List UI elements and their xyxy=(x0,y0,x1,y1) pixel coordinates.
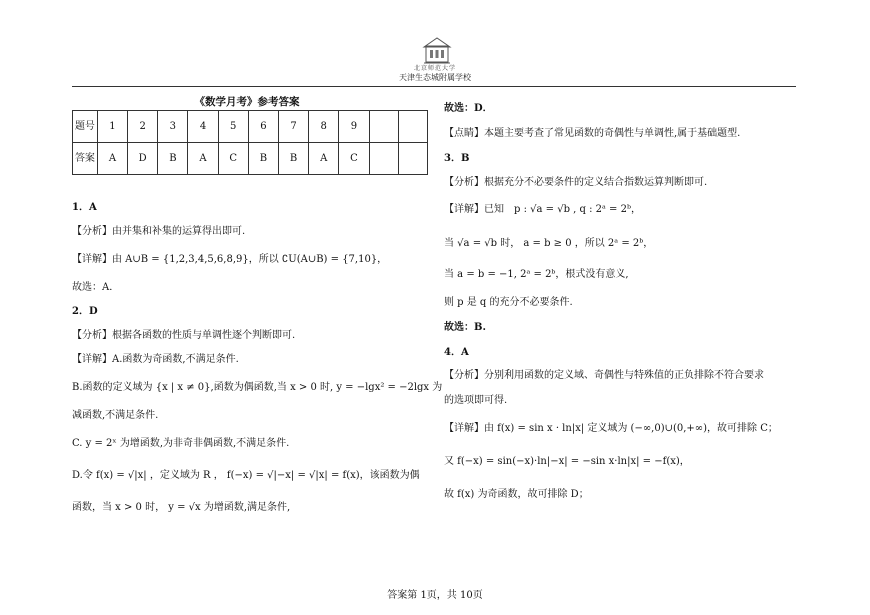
table-cell: 5 xyxy=(218,111,248,143)
analysis-line: 【分析】分别利用函数的定义域、奇偶性与特殊值的正负排除不符合要求 xyxy=(444,370,764,381)
comment-line: 【点睛】本题主要考查了常见函数的奇偶性与单调性,属于基础题型. xyxy=(444,128,741,139)
solution-line: 【详解】已知 p : √a = √b , q : 2ᵃ = 2ᵇ， xyxy=(444,204,641,215)
answer-table xyxy=(72,110,428,175)
analysis-line: 的选项即可得. xyxy=(444,395,508,406)
table-cell: 2 xyxy=(128,111,158,143)
table-cell: B xyxy=(158,143,188,175)
answer-row xyxy=(73,143,428,175)
school-name: 天津生态城附属学校 xyxy=(399,73,471,82)
table-cell xyxy=(369,143,398,175)
solution-line: 当 a = b = −1, 2ᵃ = 2ᵇ，根式没有意义, xyxy=(444,269,629,280)
table-cell xyxy=(398,143,427,175)
header-divider xyxy=(72,86,796,87)
table-cell: A xyxy=(188,143,218,175)
table-cell: A xyxy=(309,143,339,175)
answer-heading-1: 1．A xyxy=(72,202,97,213)
table-cell: 3 xyxy=(158,111,188,143)
table-cell: 4 xyxy=(188,111,218,143)
table-cell: B xyxy=(248,143,278,175)
table-cell: B xyxy=(278,143,308,175)
solution-line: 故 f(x) 为奇函数，故可排除 D； xyxy=(444,489,589,500)
analysis-line: 【分析】由并集和补集的运算得出即可. xyxy=(72,226,246,237)
solution-line: 则 p 是 q 的充分不必要条件. xyxy=(444,297,573,308)
solution-line: 【详解】由 A∪B = {1,2,3,4,5,6,8,9}，所以 ∁U(A∪B) = {7,10}， xyxy=(72,254,388,265)
page-title: 《数学月考》参考答案 xyxy=(194,96,300,108)
choice-line: 故选：D． xyxy=(444,103,493,114)
choice-line: 故选：A． xyxy=(72,282,120,293)
solution-line: 【详解】由 f(x) = sin x · ln|x| 定义域为 (−∞,0)∪(0,+∞)，故可排除 C； xyxy=(444,423,778,434)
table-cell: D xyxy=(128,143,158,175)
solution-line: C. y = 2ˣ 为增函数,为非奇非偶函数,不满足条件. xyxy=(72,438,290,449)
solution-line: 又 f(−x) = sin(−x)·ln|−x| = −sin x·ln|x| = −f(x)， xyxy=(444,456,690,467)
table-header-answer: 答案 xyxy=(73,143,98,175)
table-cell: C xyxy=(339,143,369,175)
solution-line: 函数，当 x > 0 时， y = √x 为增函数,满足条件, xyxy=(72,502,291,513)
answer-heading-2: 2．D xyxy=(72,306,98,317)
table-cell xyxy=(369,111,398,143)
table-cell: 1 xyxy=(97,111,127,143)
page-footer: 答案第 1页，共 10页 xyxy=(387,590,483,601)
solution-line: 【详解】A.函数为奇函数,不满足条件. xyxy=(72,354,239,365)
analysis-line: 【分析】根据各函数的性质与单调性逐个判断即可. xyxy=(72,330,296,341)
choice-line: 故选：B. xyxy=(444,322,486,333)
solution-line: 当 √a = √b 时， a = b ≥ 0 ，所以 2ᵃ = 2ᵇ， xyxy=(444,238,654,249)
solution-line: D.令 f(x) = √|x| ，定义域为 R ， f(−x) = √|−x| = √|x| = f(x)，该函数为偶 xyxy=(72,470,420,481)
table-cell: 7 xyxy=(278,111,308,143)
table-cell: 9 xyxy=(339,111,369,143)
table-cell: C xyxy=(218,143,248,175)
question-number-row xyxy=(73,111,428,143)
analysis-line: 【分析】根据充分不必要条件的定义结合指数运算判断即可. xyxy=(444,177,708,188)
solution-line: B.函数的定义域为 {x | x ≠ 0},函数为偶函数,当 x > 0 时, y = −lgx² = −2lgx 为 xyxy=(72,382,443,393)
table-cell: 8 xyxy=(309,111,339,143)
left-column xyxy=(72,94,443,513)
answer-heading-3: 3．B xyxy=(444,153,470,164)
table-header-question-number: 题号 xyxy=(73,111,98,143)
table-cell xyxy=(398,111,427,143)
table-cell: A xyxy=(97,143,127,175)
table-cell: 6 xyxy=(248,111,278,143)
answer-heading-4: 4．A xyxy=(444,347,469,358)
solution-line: 减函数,不满足条件. xyxy=(72,410,159,421)
school-logo-icon xyxy=(420,36,454,66)
school-small-name: 北京师范大学 xyxy=(413,65,456,72)
